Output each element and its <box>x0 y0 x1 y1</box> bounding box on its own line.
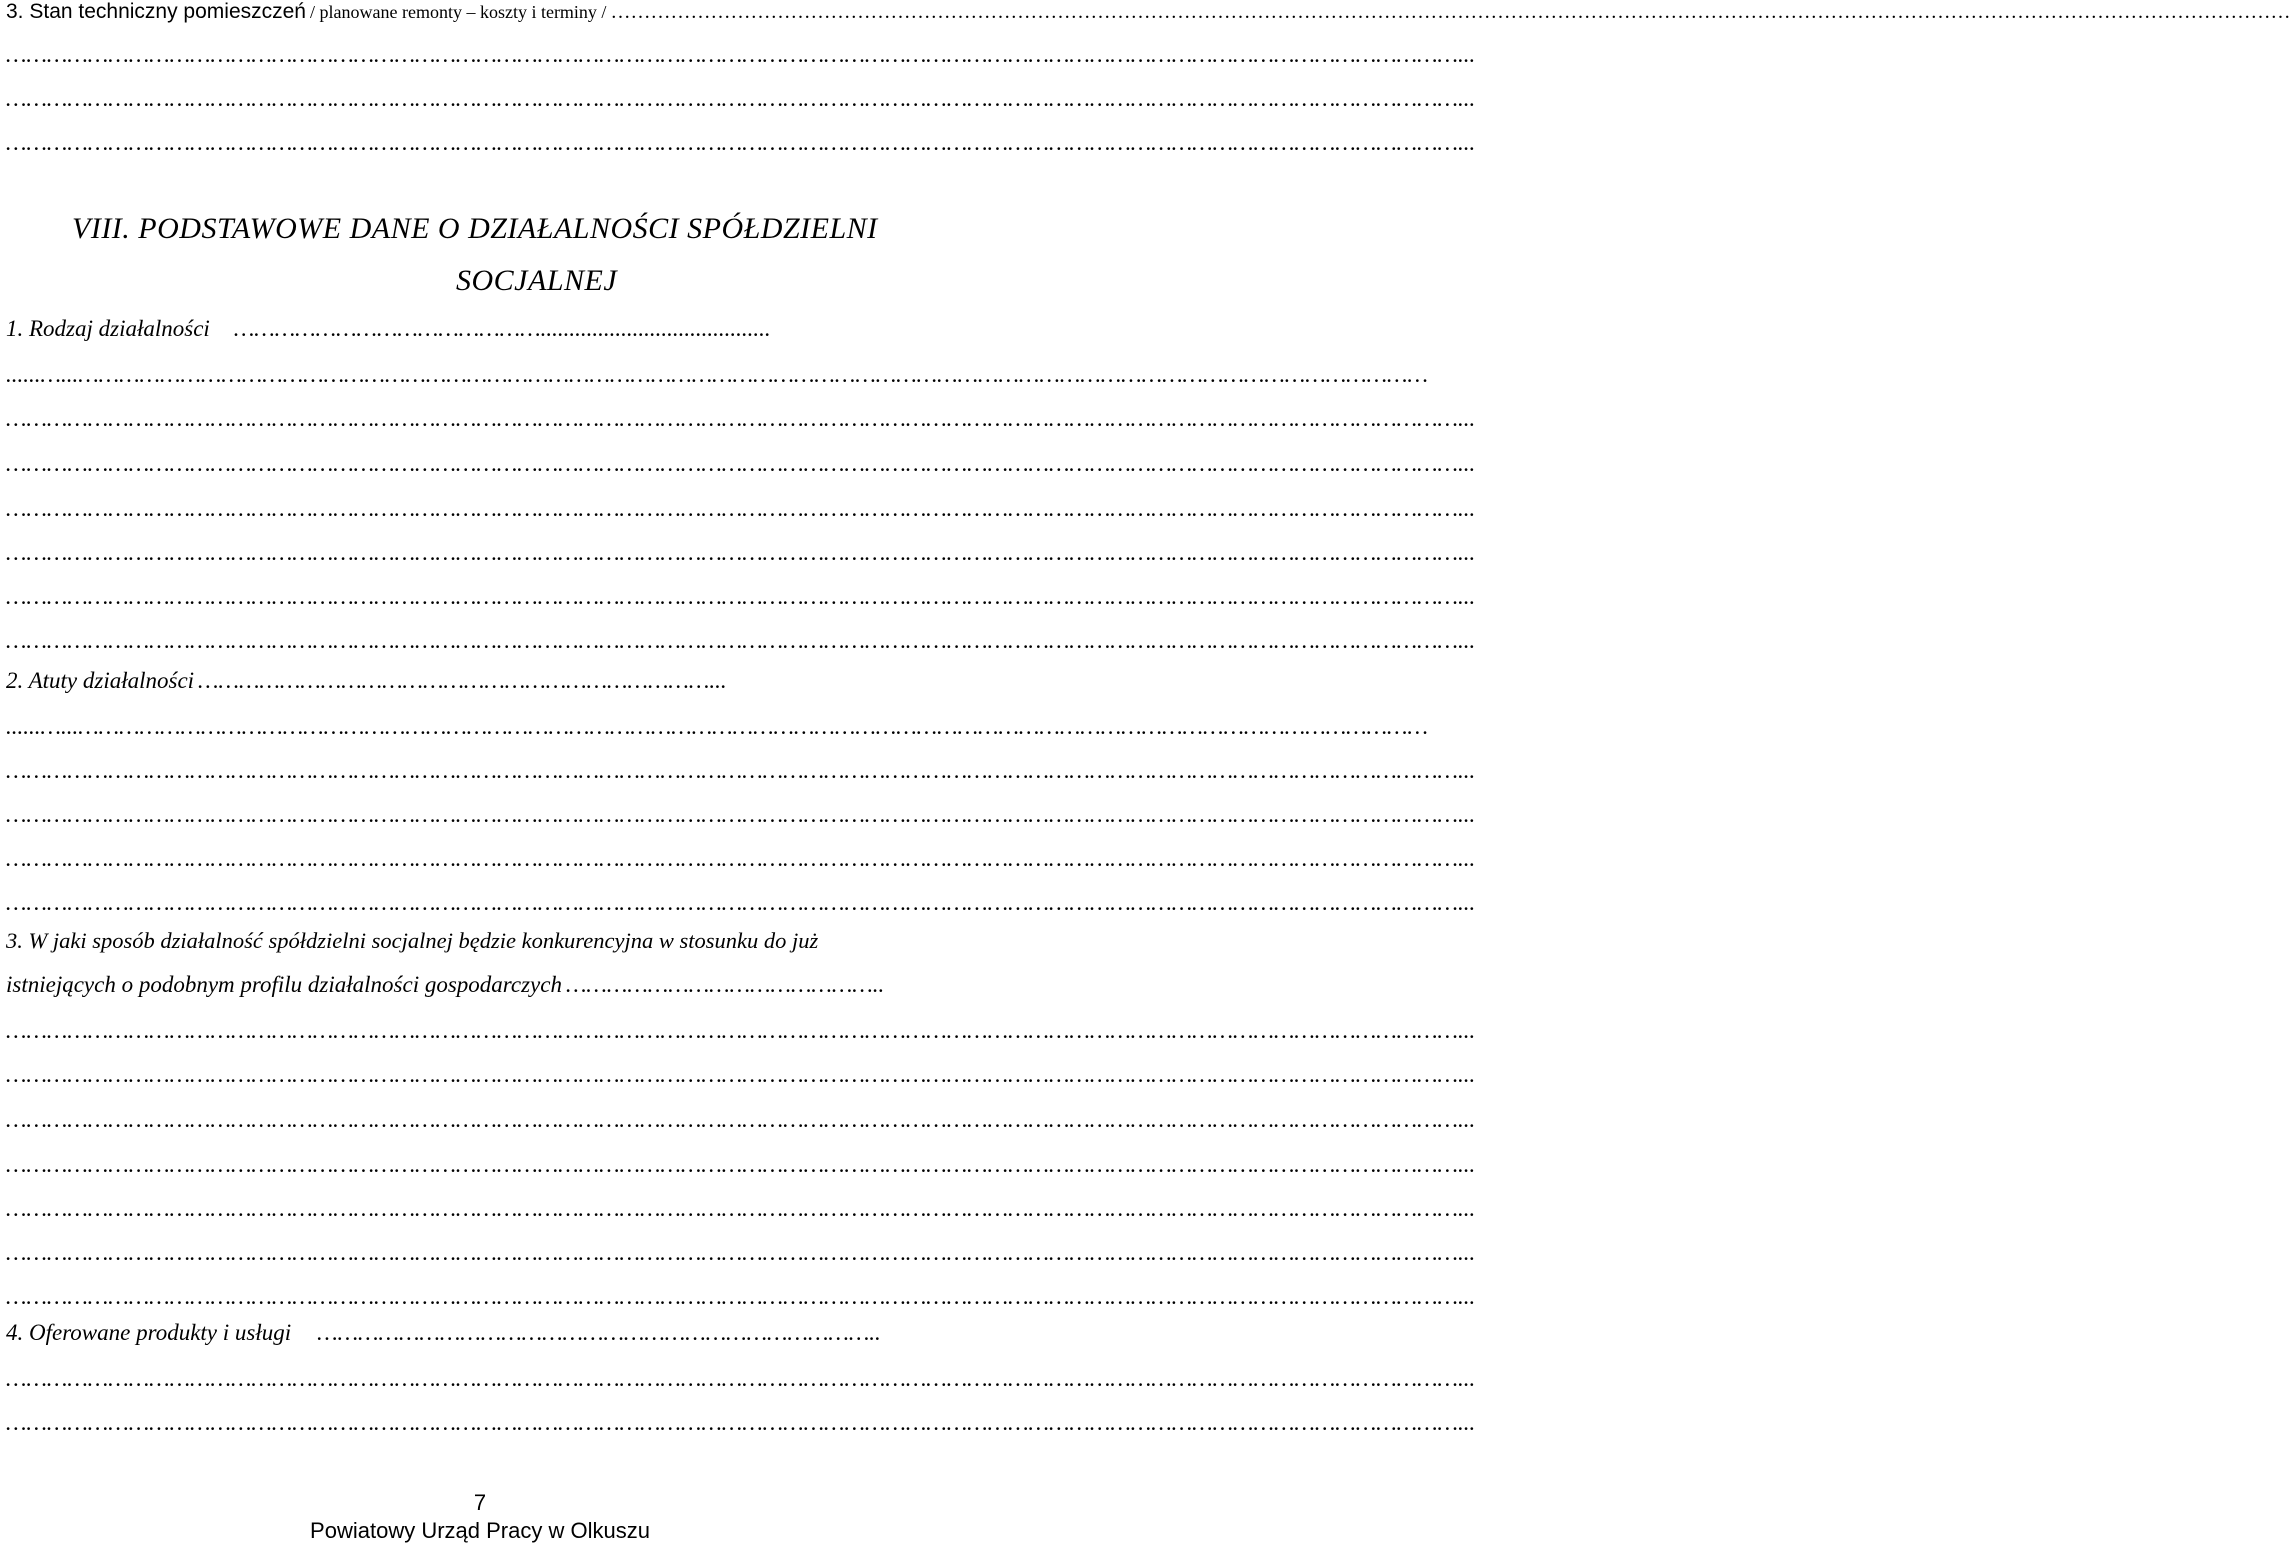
dotted-line: ……………………………………………………………………………………………………………………………………………………………………………………………... <box>6 130 1476 155</box>
item-3-dots: ……………………………………….. <box>565 972 885 997</box>
answer-line <box>6 1284 1476 1314</box>
dotted-line: ……………………………………………………………………………………………………………………………………………………………………………………………... <box>6 406 1476 431</box>
answer-line <box>6 1410 1476 1440</box>
item-3-row-continued <box>6 972 954 1004</box>
section-heading: VIII. PODSTAWOWE DANE O DZIAŁALNOŚCI SPÓŁDZIELNI <box>72 212 878 245</box>
dotted-line: ……………………………………………………………………………………………………………………………………………………………………………………………... <box>6 1152 1476 1177</box>
section-3-note: / planowane remonty – koszty i terminy / <box>310 2 607 22</box>
item-4-row <box>6 1320 954 1352</box>
dotted-line: ......…...……………………………………………………………………………………………………………………………………………………………………………… <box>6 714 1428 739</box>
dotted-line: ……………………………………………………………………………………………………………………………………………………………………………………………... <box>6 540 1476 565</box>
dotted-line: ……………………………………………………………………………………………………………………………………………………………………………………………... <box>6 1062 1476 1087</box>
answer-line <box>6 1152 1476 1182</box>
section-heading-continued: SOCJALNEJ <box>456 264 618 297</box>
answer-line <box>6 846 1476 876</box>
dotted-line: ……………………………………………………………………………………………………………………………………………………………………………………………... <box>6 890 1476 915</box>
item-2-label: 2. Atuty działalności <box>6 668 195 693</box>
item-4-label: 4. Oferowane produkty i usługi <box>6 1320 292 1345</box>
answer-line <box>6 451 1476 481</box>
item-2-dots: …………………………………………………………………... <box>198 668 727 693</box>
dotted-line: ……………………………………………………………………………………………………………………………………………………………………………………………... <box>6 584 1476 609</box>
dotted-line: ......…...……………………………………………………………………………………………………………………………………………………………………………… <box>6 362 1428 387</box>
item-2-row <box>6 668 954 700</box>
answer-line <box>6 362 1428 392</box>
dotted-line: ……………………………………………………………………………………………………………………………………………………………………………………………... <box>6 1107 1476 1132</box>
answer-line <box>6 890 1476 920</box>
dotted-line: ……………………………………………………………………………………………………………………………………………………………………………………………... <box>6 846 1476 871</box>
answer-line <box>6 1062 1476 1092</box>
dotted-line: ……………………………………………………………………………………………………………………………………………………………………………………………... <box>6 451 1476 476</box>
item-3-label: 3. W jaki sposób działalność spółdzielni socjalnej będzie konkurencyjna w stosunku do już <box>6 928 819 953</box>
answer-line <box>6 406 1476 436</box>
dotted-line: ……………………………………………………………………………………………………………………………………………………………………………………………... <box>6 758 1476 783</box>
item-3-row <box>6 928 954 960</box>
answer-line <box>6 1240 1476 1270</box>
answer-line <box>6 42 1476 72</box>
item-3-label-continued: istniejących o podobnym profilu działalności gospodarczych <box>6 972 562 997</box>
dotted-line: ……………………………………………………………………………………………………………………………………………………………………………………………... <box>6 1196 1476 1221</box>
answer-line <box>6 584 1476 614</box>
item-1-row <box>6 316 954 348</box>
dotted-line: ……………………………………………………………………………………………………………………………………………………………………………………………... <box>6 1240 1476 1265</box>
item-1-dots: ………………………………………........................................ <box>233 316 771 341</box>
answer-line <box>6 86 1476 116</box>
dotted-line: ……………………………………………………………………………………………………………………………………………………………………………………………... <box>6 1018 1476 1043</box>
footer-organization: Powiatowy Urząd Pracy w Olkuszu <box>310 1518 650 1543</box>
answer-line <box>6 130 1476 160</box>
answer-line <box>6 1018 1476 1048</box>
dotted-line: ……………………………………………………………………………………………………………………………………………………………………………………………... <box>6 628 1476 653</box>
answer-line <box>6 628 1476 658</box>
dotted-line: ……………………………………………………………………………………………………………………………………………………………………………………………... <box>6 496 1476 521</box>
answer-line <box>6 1366 1476 1396</box>
dotted-line: ……………………………………………………………………………………………………………………………………………………………………………………………... <box>6 1366 1476 1391</box>
item-1-label: 1. Rodzaj działalności <box>6 316 210 341</box>
answer-line <box>6 1107 1476 1137</box>
dotted-line: ……………………………………………………………………………………………………………………………………………………………………………………………... <box>6 802 1476 827</box>
dotted-line: ……………………………………………………………………………………………………………………………………………………………………………………………... <box>6 42 1476 67</box>
answer-line <box>6 540 1476 570</box>
dotted-line: ……………………………………………………………………………………………………………………………………………………………………………………………... <box>6 86 1476 111</box>
page-number: 7 <box>473 1490 487 1515</box>
dotted-line: ……………………………………………………………………………………………………………………………………………………………………………………………... <box>6 1284 1476 1309</box>
answer-line <box>6 1196 1476 1226</box>
answer-line <box>6 758 1476 788</box>
section-3-dots: ……………………………………………………………………………………………………………………………………………………………………………………………………………………………… <box>610 1 2290 23</box>
item-4-dots: ……………………………………………………………………….. <box>317 1320 881 1345</box>
answer-line <box>6 496 1476 526</box>
section-3-label: 3. Stan techniczny pomieszczeń <box>6 0 306 23</box>
dotted-line: ……………………………………………………………………………………………………………………………………………………………………………………………... <box>6 1410 1476 1435</box>
answer-line <box>6 714 1428 744</box>
section-3-header <box>6 0 2290 30</box>
answer-line <box>6 802 1476 832</box>
